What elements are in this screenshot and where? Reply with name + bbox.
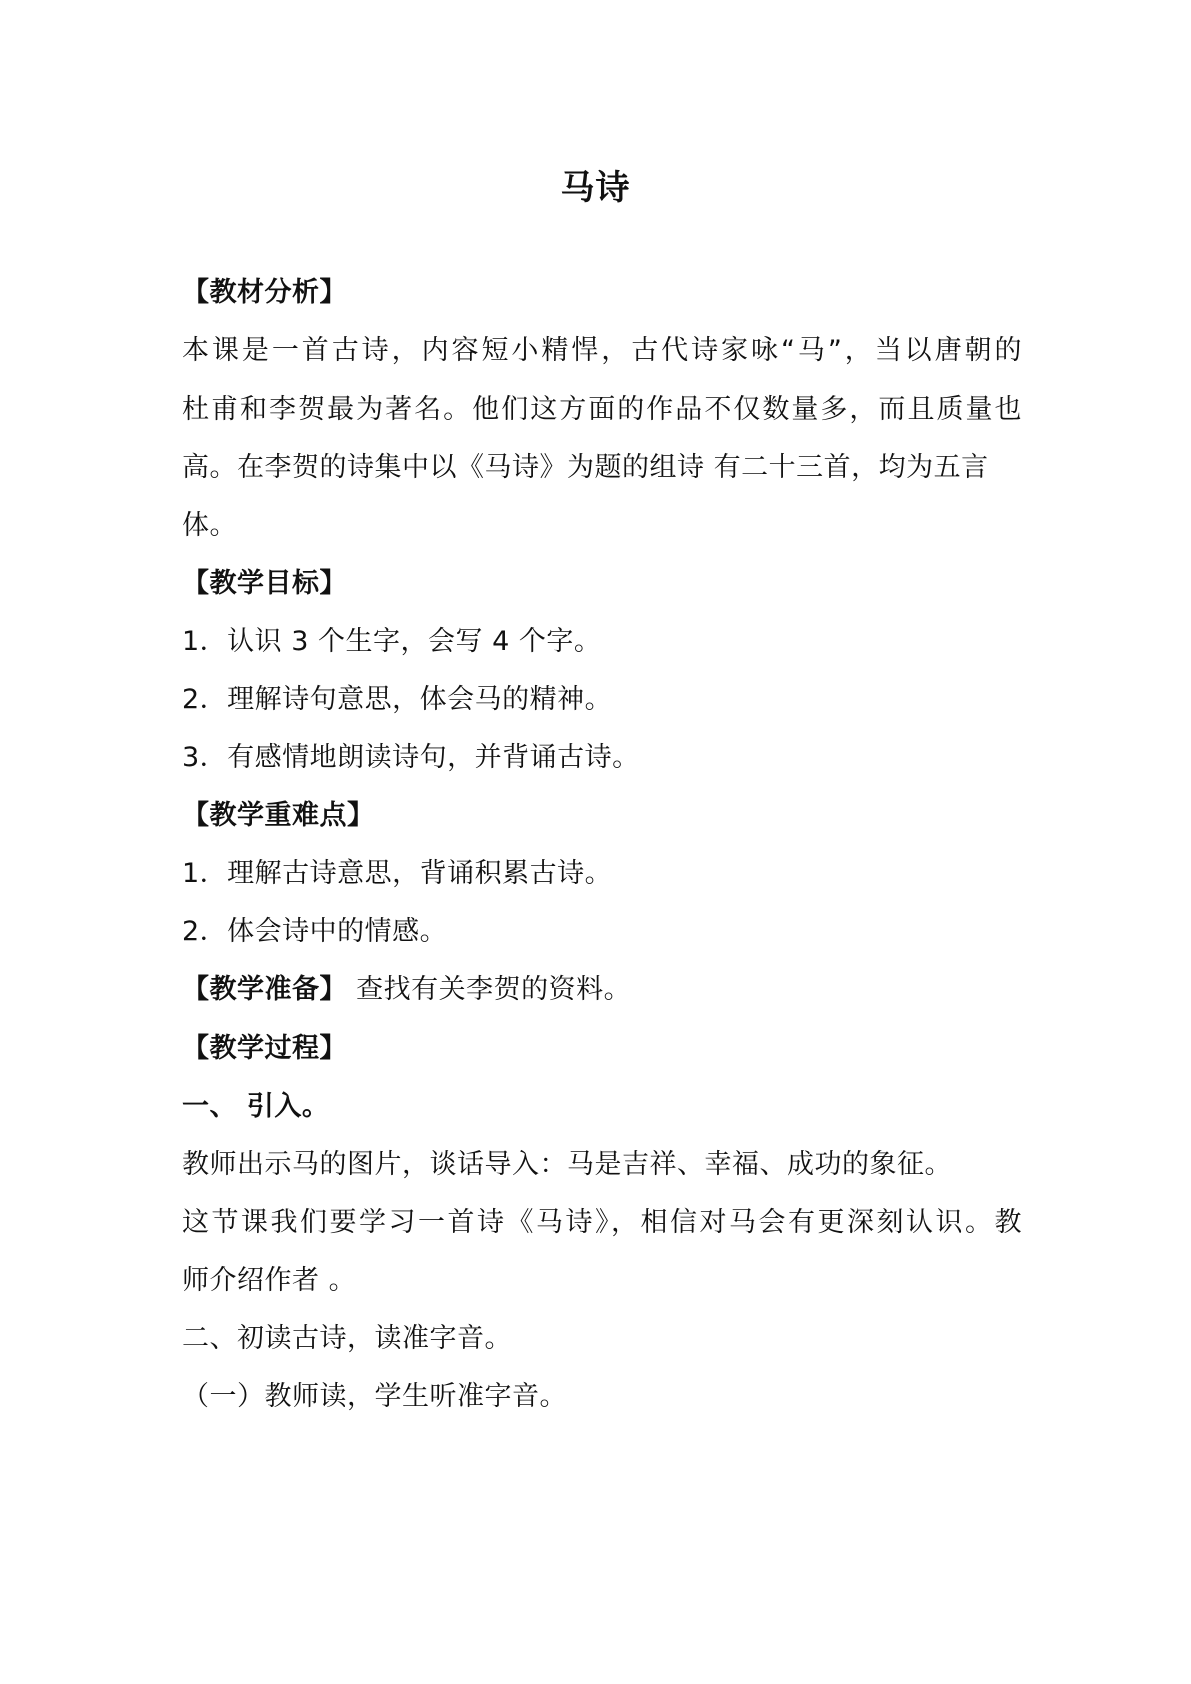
objective-item-2: 2．理解诗句意思，体会马的精神。 — [182, 684, 613, 715]
preparation-heading: 【教学准备】 — [182, 974, 347, 1005]
key-point-item-1: 1．理解古诗意思，背诵积累古诗。 — [182, 858, 613, 889]
analysis-heading: 【教材分析】 — [182, 277, 347, 308]
analysis-line-2: 杜甫和李贺最为著名。他们这方面的作品不仅数量多，而且质量也 — [182, 394, 1022, 425]
objective-item-1: 1．认识 3 个生字，会写 4 个字。 — [182, 626, 602, 657]
preparation-line — [182, 970, 1022, 1010]
analysis-line-4: 体。 — [182, 510, 237, 541]
preparation-text: 查找有关李贺的资料。 — [347, 974, 632, 1005]
process-step-1-line-1: 教师出示马的图片，谈话导入：马是吉祥、幸福、成功的象征。 — [182, 1149, 952, 1180]
objectives-heading: 【教学目标】 — [182, 568, 347, 599]
analysis-line-3: 高。在李贺的诗集中以《马诗》为题的组诗 有二十三首，均为五言 — [182, 452, 989, 483]
key-points-heading: 【教学重难点】 — [182, 800, 375, 831]
page-title: 马诗 — [560, 168, 631, 208]
process-step-2-heading: 二、初读古诗，读准字音。 — [182, 1323, 512, 1354]
objective-item-3: 3．有感情地朗读诗句，并背诵古诗。 — [182, 742, 640, 773]
key-point-item-2: 2．体会诗中的情感。 — [182, 916, 448, 947]
process-heading: 【教学过程】 — [182, 1033, 347, 1064]
process-step-1-heading: 一、 引入。 — [182, 1091, 330, 1122]
process-step-2-sub: （一）教师读，学生听准字音。 — [182, 1381, 567, 1412]
process-step-1-line-2: 这节课我们要学习一首诗《马诗》，相信对马会有更深刻认识。教 — [182, 1207, 1022, 1238]
process-step-1-line-3: 师介绍作者 。 — [182, 1265, 357, 1296]
analysis-line-1: 本课是一首古诗，内容短小精悍，古代诗家咏“马”，当以唐朝的 — [182, 335, 1022, 366]
